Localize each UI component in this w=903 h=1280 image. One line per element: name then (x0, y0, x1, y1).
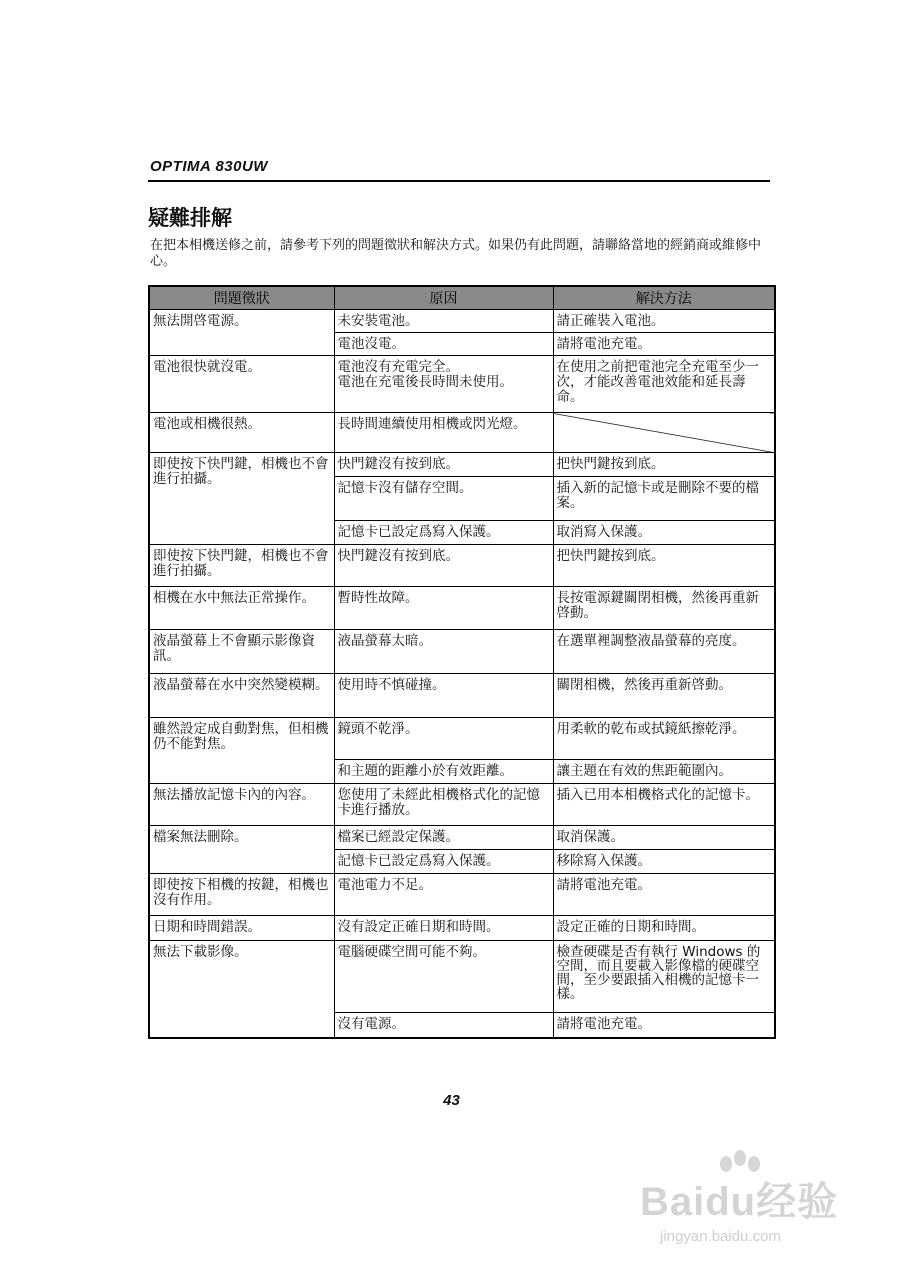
solution-cell: 移除寫入保護。 (553, 850, 775, 874)
solution-cell: 請將電池充電。 (553, 1013, 775, 1038)
cause-cell: 暫時性故障。 (334, 587, 553, 630)
empty-solution-cell (553, 413, 775, 453)
cause-cell: 記憶卡已設定爲寫入保護。 (334, 850, 553, 874)
cause-cell: 記憶卡沒有儲存空間。 (334, 477, 553, 521)
header-cause: 原因 (334, 286, 553, 310)
symptom-cell: 雖然設定成自動對焦，但相機仍不能對焦。 (149, 718, 334, 784)
cause-cell: 電池沒有充電完全。 電池在充電後長時間未使用。 (334, 356, 553, 413)
cause-cell: 電池沒電。 (334, 333, 553, 356)
symptom-cell: 即使按下快門鍵，相機也不會進行拍攝。 (149, 545, 334, 587)
solution-cell: 長按電源鍵關閉相機，然後再重新啓動。 (553, 587, 775, 630)
symptom-cell: 液晶螢幕在水中突然變模糊。 (149, 674, 334, 718)
cause-cell: 快門鍵沒有按到底。 (334, 453, 553, 477)
symptom-cell: 即使按下相機的按鍵，相機也沒有作用。 (149, 874, 334, 916)
header-symptom: 問題徵狀 (149, 286, 334, 310)
solution-cell: 在選單裡調整液晶螢幕的亮度。 (553, 630, 775, 674)
cause-cell: 電池電力不足。 (334, 874, 553, 916)
solution-cell: 檢查硬碟是否有執行 Windows 的空間，而且要載入影像檔的硬碟空間，至少要跟插入相機的記憶卡一樣。 (553, 941, 775, 1013)
symptom-cell: 無法下載影像。 (149, 941, 334, 1038)
symptom-cell: 電池很快就沒電。 (149, 356, 334, 413)
symptom-cell: 相機在水中無法正常操作。 (149, 587, 334, 630)
symptom-cell: 液晶螢幕上不會顯示影像資訊。 (149, 630, 334, 674)
cause-cell: 未安裝電池。 (334, 310, 553, 333)
solution-cell: 取消寫入保護。 (553, 521, 775, 545)
watermark-url: jingyan.baidu.com (660, 1228, 781, 1245)
table-row (149, 587, 775, 630)
table-row (149, 826, 775, 850)
table-row (149, 916, 775, 941)
cause-cell: 快門鍵沒有按到底。 (334, 545, 553, 587)
header-solution: 解決方法 (553, 286, 775, 310)
table-row (149, 674, 775, 718)
solution-cell: 取消保護。 (553, 826, 775, 850)
table-row (149, 413, 775, 453)
solution-cell: 在使用之前把電池完全充電至少一次，才能改善電池效能和延長壽命。 (553, 356, 775, 413)
troubleshooting-table (148, 285, 776, 1039)
cause-cell: 鏡頭不乾淨。 (334, 718, 553, 760)
watermark (640, 1150, 870, 1260)
cause-cell: 長時間連續使用相機或閃光燈。 (334, 413, 553, 453)
cause-cell: 使用時不慎碰撞。 (334, 674, 553, 718)
solution-cell: 讓主題在有效的焦距範圍內。 (553, 760, 775, 784)
solution-cell: 請將電池充電。 (553, 874, 775, 916)
cause-cell: 電腦硬碟空間可能不夠。 (334, 941, 553, 1013)
header-rule (148, 180, 770, 182)
symptom-cell: 檔案無法刪除。 (149, 826, 334, 874)
cause-cell: 檔案已經設定保護。 (334, 826, 553, 850)
cause-cell: 沒有設定正確日期和時間。 (334, 916, 553, 941)
symptom-cell: 電池或相機很熱。 (149, 413, 334, 453)
table-row (149, 784, 775, 826)
cause-cell: 液晶螢幕太暗。 (334, 630, 553, 674)
symptom-cell: 無法播放記憶卡內的內容。 (149, 784, 334, 826)
table-header-row (149, 286, 775, 310)
table-row (149, 630, 775, 674)
cause-cell: 沒有電源。 (334, 1013, 553, 1038)
solution-cell: 把快門鍵按到底。 (553, 545, 775, 587)
solution-cell: 把快門鍵按到底。 (553, 453, 775, 477)
table-row (149, 356, 775, 413)
solution-cell: 插入新的記憶卡或是刪除不要的檔案。 (553, 477, 775, 521)
running-header: OPTIMA 830UW (150, 158, 268, 175)
watermark-logo: Baidu经验 (640, 1180, 839, 1224)
cause-cell: 記憶卡已設定爲寫入保護。 (334, 521, 553, 545)
solution-cell: 插入已用本相機格式化的記憶卡。 (553, 784, 775, 826)
table-row (149, 941, 775, 1013)
table-row (149, 874, 775, 916)
solution-cell: 關閉相機，然後再重新啓動。 (553, 674, 775, 718)
solution-cell: 用柔軟的乾布或拭鏡紙擦乾淨。 (553, 718, 775, 760)
intro-paragraph: 在把本相機送修之前，請參考下列的問題徵狀和解決方式。如果仍有此問題，請聯絡當地的經銷商或維修中心。 (150, 238, 762, 269)
table-row (149, 453, 775, 477)
paw-icon (712, 1150, 772, 1186)
cause-cell: 和主題的距離小於有效距離。 (334, 760, 553, 784)
solution-cell: 設定正確的日期和時間。 (553, 916, 775, 941)
symptom-cell: 日期和時間錯誤。 (149, 916, 334, 941)
page-title: 疑難排解 (148, 205, 232, 230)
symptom-cell: 即使按下快門鍵，相機也不會進行拍攝。 (149, 453, 334, 545)
symptom-cell: 無法開啓電源。 (149, 310, 334, 356)
solution-cell: 請正確裝入電池。 (553, 310, 775, 333)
table-row (149, 310, 775, 333)
table-row (149, 718, 775, 760)
solution-cell: 請將電池充電。 (553, 333, 775, 356)
table-row (149, 545, 775, 587)
page-number: 43 (443, 1092, 460, 1109)
cause-cell: 您使用了未經此相機格式化的記憶卡進行播放。 (334, 784, 553, 826)
